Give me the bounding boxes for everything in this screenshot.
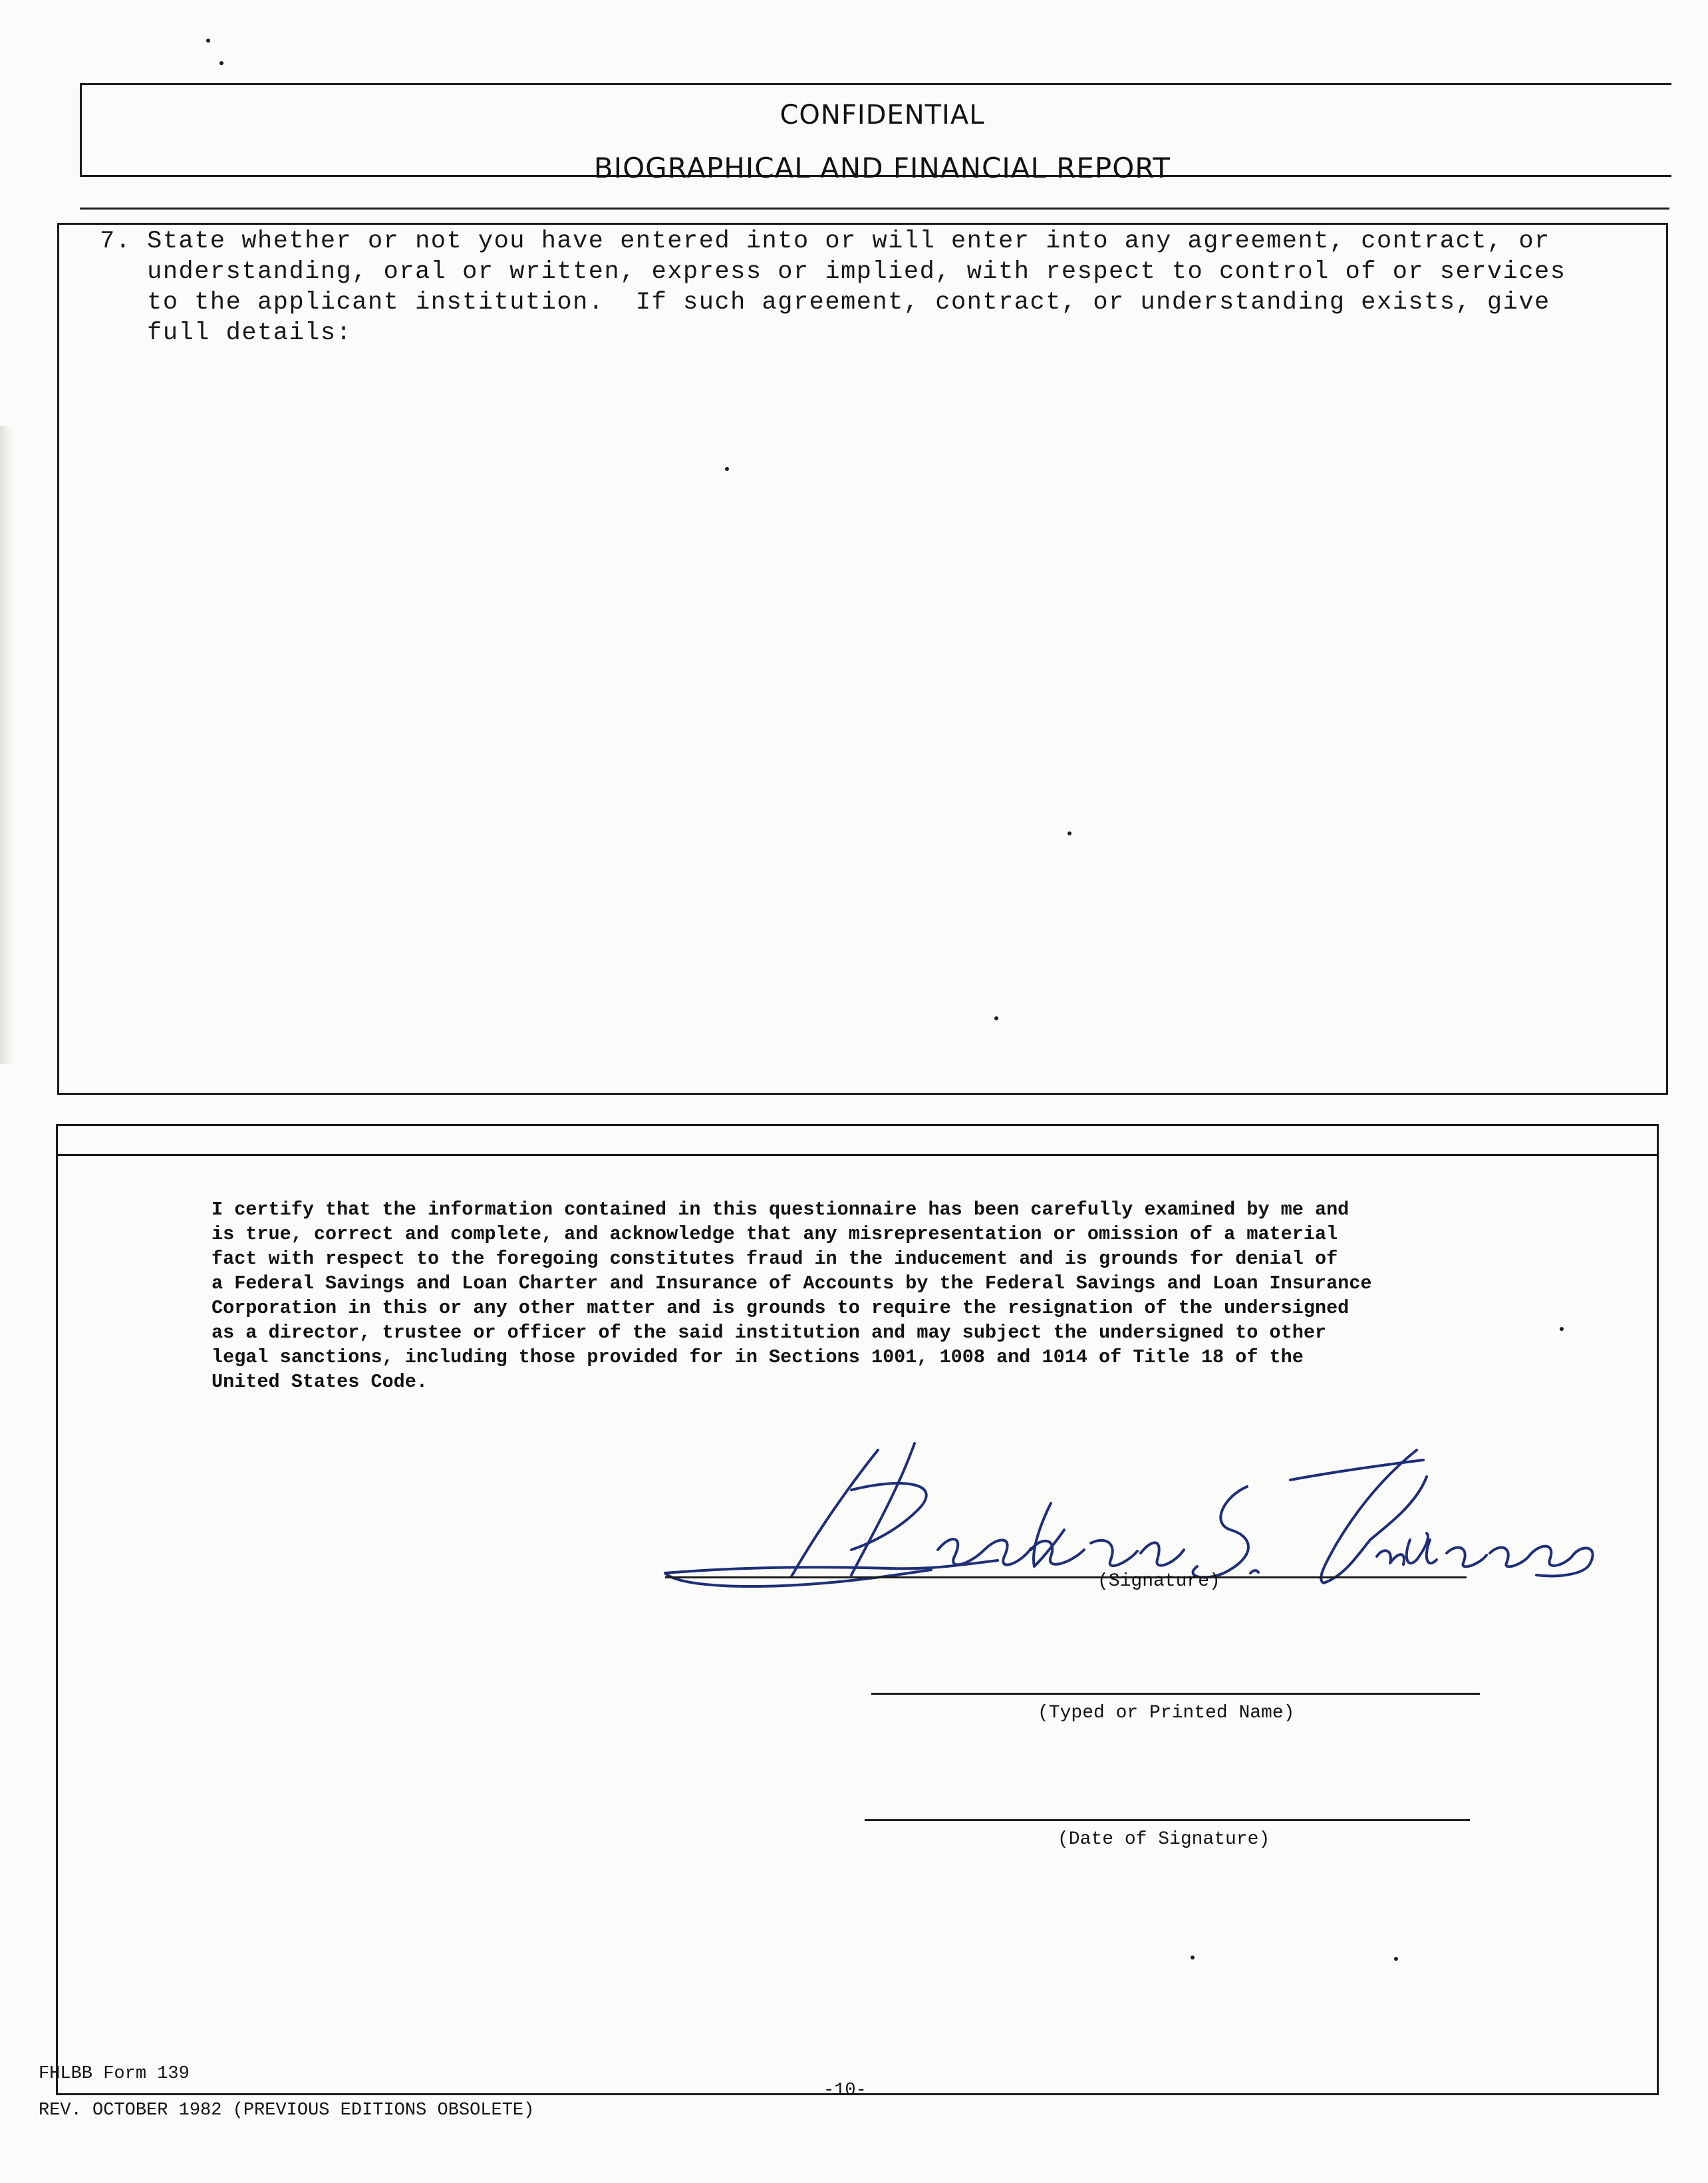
header-confidential: CONFIDENTIAL	[780, 100, 985, 130]
paper-speck	[725, 467, 729, 471]
signature-label: (Signature)	[1097, 1571, 1220, 1592]
printed-name-line	[871, 1693, 1480, 1695]
paper-speck	[994, 1016, 998, 1020]
paper-speck	[1560, 1327, 1564, 1331]
paper-speck	[219, 61, 223, 65]
paper-speck	[1068, 831, 1071, 835]
date-line	[865, 1819, 1470, 1821]
footer-revision: REV. OCTOBER 1982 (PREVIOUS EDITIONS OBSOLETE)	[39, 2101, 535, 2120]
certification-box-top-rule	[57, 1154, 1657, 1156]
date-label: (Date of Signature)	[1058, 1829, 1270, 1850]
footer-form-number: FHLBB Form 139	[39, 2064, 190, 2084]
paper-speck	[206, 39, 210, 43]
certification-text: I certify that the information contained in this questionnaire has been carefully examined by me and is true, correct and complete, and acknowledge that any misrepresentation or omission of a material fact with respect to the foregoing constitutes fraud in the inducement and is grounds for denial of a Federal Savings and Loan Charter and Insurance of Accounts by the Federal Savings and Loan Insurance Corporation in this or any other matter and is grounds to require the resignation of the undersigned as a director, trustee or officer of the said institution and may subject the undersigned to other legal sanctions, including those provided for in Sections 1001, 1008 and 1014 of Title 18 of the United States Code.	[212, 1199, 1372, 1393]
header-divider	[80, 208, 1669, 210]
question-7-text: 7. State whether or not you have entered into or will enter into any agreement, contract, or understanding, oral or written, express or implied, with respect to control of or services to the applicant institution. If such agreement, contract, or understanding exists, give full details:	[100, 227, 1566, 347]
signature-line	[665, 1576, 1467, 1578]
printed-name-label: (Typed or Printed Name)	[1038, 1703, 1295, 1723]
page-number: -10-	[823, 2081, 867, 2101]
binding-edge	[0, 426, 15, 1064]
header-report-title: BIOGRAPHICAL AND FINANCIAL REPORT	[593, 152, 1171, 184]
paper-speck	[1394, 1957, 1398, 1961]
paper-speck	[1191, 1956, 1195, 1960]
question-7-box	[57, 223, 1668, 1095]
